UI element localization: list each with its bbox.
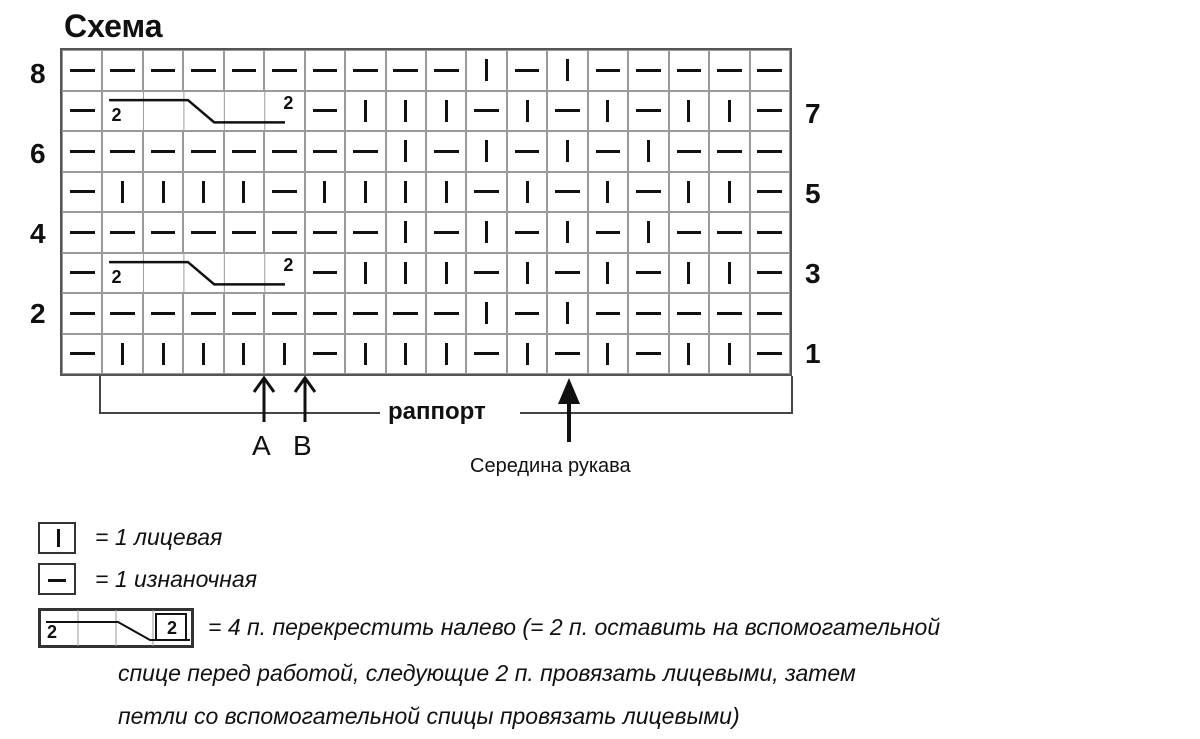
knit-stitch-cell <box>102 172 142 213</box>
purl-stitch-cell <box>466 91 506 132</box>
knit-stitch-cell <box>386 334 426 375</box>
knit-symbol <box>445 262 448 284</box>
knit-stitch-cell <box>102 334 142 375</box>
purl-stitch-cell <box>143 131 183 172</box>
knit-stitch-cell <box>264 334 304 375</box>
marker-b-label: B <box>293 430 312 461</box>
purl-symbol <box>434 150 459 153</box>
purl-stitch-cell <box>426 131 466 172</box>
knit-symbol <box>404 343 407 365</box>
purl-stitch-cell <box>224 293 264 334</box>
purl-symbol <box>757 271 782 274</box>
purl-stitch-cell <box>507 212 547 253</box>
knit-stitch-cell <box>588 253 628 294</box>
purl-stitch-cell <box>345 50 385 91</box>
purl-stitch-cell <box>143 50 183 91</box>
cable-number-left: 2 <box>111 266 122 287</box>
purl-symbol <box>757 109 782 112</box>
knit-stitch-cell <box>345 253 385 294</box>
knit-symbol <box>606 100 609 122</box>
knit-stitch-cell <box>345 334 385 375</box>
page-title: Схема <box>64 8 163 44</box>
knit-symbol <box>242 343 245 365</box>
knit-stitch-cell <box>386 253 426 294</box>
legend-cable-text-line2: спице перед работой, следующие 2 п. провязать лицевыми, затем <box>118 660 856 686</box>
purl-symbol <box>555 109 580 112</box>
knit-stitch-cell <box>466 293 506 334</box>
purl-stitch-cell <box>547 172 587 213</box>
purl-symbol <box>151 231 176 234</box>
purl-stitch-cell <box>62 172 102 213</box>
purl-symbol <box>313 271 338 274</box>
purl-symbol <box>555 190 580 193</box>
purl-symbol <box>70 231 95 234</box>
purl-stitch-cell <box>183 50 223 91</box>
purl-symbol <box>151 150 176 153</box>
purl-symbol <box>313 69 338 72</box>
knit-stitch-cell <box>547 50 587 91</box>
purl-symbol <box>434 231 459 234</box>
purl-stitch-cell <box>183 131 223 172</box>
purl-symbol <box>110 150 135 153</box>
knit-symbol <box>162 343 165 365</box>
knit-symbol <box>647 221 650 243</box>
knit-stitch-cell <box>224 334 264 375</box>
knit-stitch-cell <box>669 334 709 375</box>
purl-symbol <box>70 271 95 274</box>
knit-symbol <box>606 181 609 203</box>
knit-stitch-cell <box>709 253 749 294</box>
purl-symbol <box>70 150 95 153</box>
cable-cross-left <box>102 91 304 132</box>
knit-symbol <box>121 343 124 365</box>
purl-symbol <box>272 69 297 72</box>
knit-symbol <box>485 302 488 324</box>
knit-stitch-cell <box>426 91 466 132</box>
knit-stitch-cell <box>426 334 466 375</box>
purl-stitch-cell <box>62 253 102 294</box>
purl-stitch-cell <box>143 293 183 334</box>
knit-stitch-cell <box>507 334 547 375</box>
purl-symbol <box>474 190 499 193</box>
knit-symbol <box>566 140 569 162</box>
legend-cable-number-right: 2 <box>167 618 178 638</box>
purl-stitch-cell <box>305 334 345 375</box>
purl-symbol <box>110 312 135 315</box>
purl-stitch-cell <box>709 212 749 253</box>
purl-stitch-cell <box>305 131 345 172</box>
purl-stitch-cell <box>426 50 466 91</box>
purl-stitch-cell <box>305 293 345 334</box>
purl-stitch-cell <box>669 50 709 91</box>
purl-stitch-cell <box>466 172 506 213</box>
knit-stitch-cell <box>386 91 426 132</box>
purl-stitch-cell <box>305 212 345 253</box>
purl-symbol <box>717 312 742 315</box>
knit-symbol <box>283 343 286 365</box>
knit-symbol <box>485 221 488 243</box>
purl-symbol <box>313 150 338 153</box>
knit-symbol <box>364 343 367 365</box>
legend-cable-symbol <box>38 608 194 648</box>
purl-symbol <box>393 69 418 72</box>
legend-knit-symbol <box>38 522 76 554</box>
knit-stitch-cell <box>709 334 749 375</box>
purl-stitch-cell <box>628 253 668 294</box>
knit-symbol <box>606 343 609 365</box>
knit-stitch-cell <box>224 172 264 213</box>
purl-symbol <box>596 312 621 315</box>
knit-symbol <box>404 181 407 203</box>
knit-symbol <box>566 302 569 324</box>
purl-stitch-cell <box>102 50 142 91</box>
purl-stitch-cell <box>588 50 628 91</box>
knit-stitch-cell <box>507 172 547 213</box>
knit-symbol <box>566 221 569 243</box>
knit-symbol <box>526 100 529 122</box>
purl-stitch-cell <box>345 212 385 253</box>
knit-stitch-cell <box>386 212 426 253</box>
knit-symbol <box>364 100 367 122</box>
purl-symbol <box>677 150 702 153</box>
purl-stitch-cell <box>62 131 102 172</box>
knit-stitch-cell <box>588 172 628 213</box>
purl-symbol <box>717 150 742 153</box>
knit-stitch-cell <box>386 172 426 213</box>
purl-stitch-cell <box>628 293 668 334</box>
purl-stitch-cell <box>507 50 547 91</box>
row-number-4: 4 <box>30 218 46 249</box>
knit-symbol <box>485 59 488 81</box>
purl-symbol <box>232 150 257 153</box>
knit-stitch-cell <box>588 334 628 375</box>
purl-symbol <box>191 312 216 315</box>
cable-number-left: 2 <box>111 104 122 125</box>
purl-stitch-cell <box>507 293 547 334</box>
purl-symbol <box>757 231 782 234</box>
purl-symbol <box>636 271 661 274</box>
purl-stitch-cell <box>305 50 345 91</box>
knit-symbol <box>526 343 529 365</box>
purl-symbol <box>313 109 338 112</box>
purl-stitch-cell <box>750 212 790 253</box>
knit-symbol <box>202 181 205 203</box>
purl-stitch-cell <box>62 212 102 253</box>
purl-stitch-cell <box>750 293 790 334</box>
knit-symbol <box>404 140 407 162</box>
knit-symbol <box>202 343 205 365</box>
knit-symbol <box>364 181 367 203</box>
purl-stitch-cell <box>224 212 264 253</box>
purl-stitch-cell <box>709 131 749 172</box>
purl-symbol <box>70 190 95 193</box>
purl-stitch-cell <box>264 172 304 213</box>
purl-stitch-cell <box>62 293 102 334</box>
knit-stitch-cell <box>588 91 628 132</box>
purl-stitch-cell <box>264 131 304 172</box>
purl-stitch-cell <box>305 91 345 132</box>
purl-symbol <box>757 150 782 153</box>
knit-symbol <box>566 59 569 81</box>
purl-symbol <box>191 231 216 234</box>
knit-stitch-cell <box>426 253 466 294</box>
knitting-chart-grid <box>60 48 792 376</box>
purl-symbol <box>596 231 621 234</box>
purl-stitch-cell <box>709 293 749 334</box>
row-number-5: 5 <box>805 178 821 209</box>
purl-symbol <box>232 231 257 234</box>
purl-symbol <box>151 69 176 72</box>
legend-purl-symbol <box>38 563 76 595</box>
purl-stitch-cell <box>588 131 628 172</box>
purl-symbol <box>272 190 297 193</box>
purl-stitch-cell <box>628 334 668 375</box>
purl-symbol <box>515 150 540 153</box>
knit-symbol <box>606 262 609 284</box>
purl-stitch-cell <box>183 212 223 253</box>
purl-symbol <box>474 352 499 355</box>
knit-stitch-cell <box>183 172 223 213</box>
purl-symbol <box>191 69 216 72</box>
knit-symbol <box>404 262 407 284</box>
purl-stitch-cell <box>750 131 790 172</box>
knit-symbol <box>526 262 529 284</box>
purl-stitch-cell <box>426 212 466 253</box>
purl-symbol <box>677 69 702 72</box>
row-number-2: 2 <box>30 298 46 329</box>
purl-symbol <box>70 69 95 72</box>
knit-stitch-cell <box>183 334 223 375</box>
purl-stitch-cell <box>102 212 142 253</box>
knit-symbol <box>404 221 407 243</box>
knit-stitch-cell <box>709 91 749 132</box>
knit-stitch-cell <box>628 131 668 172</box>
knit-symbol <box>526 181 529 203</box>
purl-stitch-cell <box>426 293 466 334</box>
purl-stitch-cell <box>62 91 102 132</box>
knit-symbol <box>445 343 448 365</box>
purl-stitch-cell <box>588 293 628 334</box>
purl-symbol <box>353 150 378 153</box>
purl-stitch-cell <box>224 131 264 172</box>
purl-symbol <box>70 352 95 355</box>
knit-stitch-cell <box>507 91 547 132</box>
legend-cable-text-line3: петли со вспомогательной спицы провязать лицевыми) <box>118 703 740 729</box>
marker-a-label: A <box>252 430 271 461</box>
purl-symbol <box>434 312 459 315</box>
purl-stitch-cell <box>466 334 506 375</box>
knit-symbol <box>364 262 367 284</box>
purl-symbol <box>393 312 418 315</box>
knit-stitch-cell <box>466 131 506 172</box>
purl-symbol <box>636 312 661 315</box>
knit-stitch-cell <box>547 212 587 253</box>
knit-symbol <box>647 140 650 162</box>
purl-stitch-cell <box>669 293 709 334</box>
purl-stitch-cell <box>628 172 668 213</box>
row-number-3: 3 <box>805 258 821 289</box>
purl-symbol <box>717 231 742 234</box>
purl-stitch-cell <box>305 253 345 294</box>
purl-symbol <box>272 231 297 234</box>
knit-stitch-cell <box>547 293 587 334</box>
purl-symbol <box>596 150 621 153</box>
knit-symbol <box>728 181 731 203</box>
purl-stitch-cell <box>264 50 304 91</box>
knit-symbol <box>728 343 731 365</box>
knit-stitch-cell <box>466 212 506 253</box>
purl-stitch-cell <box>143 212 183 253</box>
purl-symbol <box>110 69 135 72</box>
purl-symbol <box>636 190 661 193</box>
knit-symbol <box>485 140 488 162</box>
purl-symbol <box>677 312 702 315</box>
purl-symbol <box>515 312 540 315</box>
purl-symbol <box>70 109 95 112</box>
purl-symbol <box>353 69 378 72</box>
purl-symbol <box>353 312 378 315</box>
purl-symbol <box>272 150 297 153</box>
purl-symbol <box>757 69 782 72</box>
knit-stitch-cell <box>143 172 183 213</box>
knit-symbol <box>242 181 245 203</box>
purl-stitch-cell <box>507 131 547 172</box>
legend-cable-number-left: 2 <box>47 622 58 642</box>
legend-purl-text: = 1 изнаночная <box>95 566 257 592</box>
purl-stitch-cell <box>345 131 385 172</box>
knit-stitch-cell <box>426 172 466 213</box>
purl-symbol <box>717 69 742 72</box>
knit-symbol <box>687 181 690 203</box>
purl-symbol <box>636 109 661 112</box>
knit-stitch-cell <box>547 131 587 172</box>
purl-stitch-cell <box>183 293 223 334</box>
knit-stitch-cell <box>669 172 709 213</box>
purl-symbol <box>757 190 782 193</box>
purl-stitch-cell <box>709 50 749 91</box>
knit-stitch-cell <box>305 172 345 213</box>
purl-stitch-cell <box>386 50 426 91</box>
sleeve-middle-label: Середина рукава <box>470 455 631 477</box>
row-number-6: 6 <box>30 138 46 169</box>
purl-symbol <box>757 312 782 315</box>
knit-symbol <box>687 343 690 365</box>
purl-symbol <box>636 352 661 355</box>
repeat-label: раппорт <box>388 398 486 425</box>
knit-symbol <box>445 100 448 122</box>
purl-stitch-cell <box>386 293 426 334</box>
purl-symbol <box>757 352 782 355</box>
purl-symbol <box>151 312 176 315</box>
knit-stitch-cell <box>386 131 426 172</box>
knit-stitch-cell <box>669 253 709 294</box>
knit-symbol <box>323 181 326 203</box>
purl-symbol <box>555 352 580 355</box>
purl-symbol <box>515 69 540 72</box>
purl-stitch-cell <box>62 334 102 375</box>
purl-symbol <box>313 312 338 315</box>
legend-knit-text: = 1 лицевая <box>95 524 223 550</box>
purl-stitch-cell <box>547 253 587 294</box>
purl-stitch-cell <box>224 50 264 91</box>
purl-symbol <box>353 231 378 234</box>
purl-symbol <box>232 312 257 315</box>
knit-symbol <box>687 100 690 122</box>
knit-symbol <box>162 181 165 203</box>
knit-symbol <box>728 100 731 122</box>
purl-stitch-cell <box>669 212 709 253</box>
purl-stitch-cell <box>750 172 790 213</box>
purl-stitch-cell <box>547 91 587 132</box>
knit-stitch-cell <box>345 91 385 132</box>
knit-stitch-cell <box>143 334 183 375</box>
purl-stitch-cell <box>750 50 790 91</box>
knit-symbol <box>445 181 448 203</box>
purl-stitch-cell <box>466 253 506 294</box>
knit-stitch-cell <box>507 253 547 294</box>
purl-symbol <box>596 69 621 72</box>
legend-cable-text-line1: = 4 п. перекрестить налево (= 2 п. оставить на вспомогательной <box>208 614 941 640</box>
purl-symbol <box>434 69 459 72</box>
purl-stitch-cell <box>669 131 709 172</box>
knit-symbol <box>404 100 407 122</box>
knit-symbol <box>728 262 731 284</box>
purl-symbol <box>555 271 580 274</box>
knit-symbol <box>121 181 124 203</box>
purl-stitch-cell <box>264 212 304 253</box>
purl-symbol <box>110 231 135 234</box>
row-number-7: 7 <box>805 98 821 129</box>
purl-stitch-cell <box>345 293 385 334</box>
purl-symbol <box>232 69 257 72</box>
purl-symbol <box>313 352 338 355</box>
purl-stitch-cell <box>62 50 102 91</box>
purl-stitch-cell <box>547 334 587 375</box>
purl-stitch-cell <box>750 91 790 132</box>
purl-stitch-cell <box>628 50 668 91</box>
purl-symbol <box>272 312 297 315</box>
knit-stitch-cell <box>669 91 709 132</box>
purl-symbol <box>515 231 540 234</box>
purl-stitch-cell <box>588 212 628 253</box>
cable-number-right: 2 <box>283 92 294 113</box>
knit-stitch-cell <box>345 172 385 213</box>
purl-symbol <box>474 109 499 112</box>
purl-stitch-cell <box>264 293 304 334</box>
row-number-8: 8 <box>30 58 46 89</box>
purl-stitch-cell <box>750 334 790 375</box>
knit-symbol <box>687 262 690 284</box>
knit-stitch-cell <box>628 212 668 253</box>
row-number-1: 1 <box>805 338 821 369</box>
knit-stitch-cell <box>709 172 749 213</box>
purl-stitch-cell <box>102 131 142 172</box>
purl-symbol <box>313 231 338 234</box>
purl-stitch-cell <box>102 293 142 334</box>
purl-symbol <box>191 150 216 153</box>
cable-number-right: 2 <box>283 254 294 275</box>
purl-stitch-cell <box>628 91 668 132</box>
purl-symbol <box>636 69 661 72</box>
purl-stitch-cell <box>750 253 790 294</box>
purl-symbol <box>70 312 95 315</box>
knit-stitch-cell <box>466 50 506 91</box>
purl-symbol <box>474 271 499 274</box>
purl-symbol <box>677 231 702 234</box>
cable-cross-left <box>102 253 304 294</box>
